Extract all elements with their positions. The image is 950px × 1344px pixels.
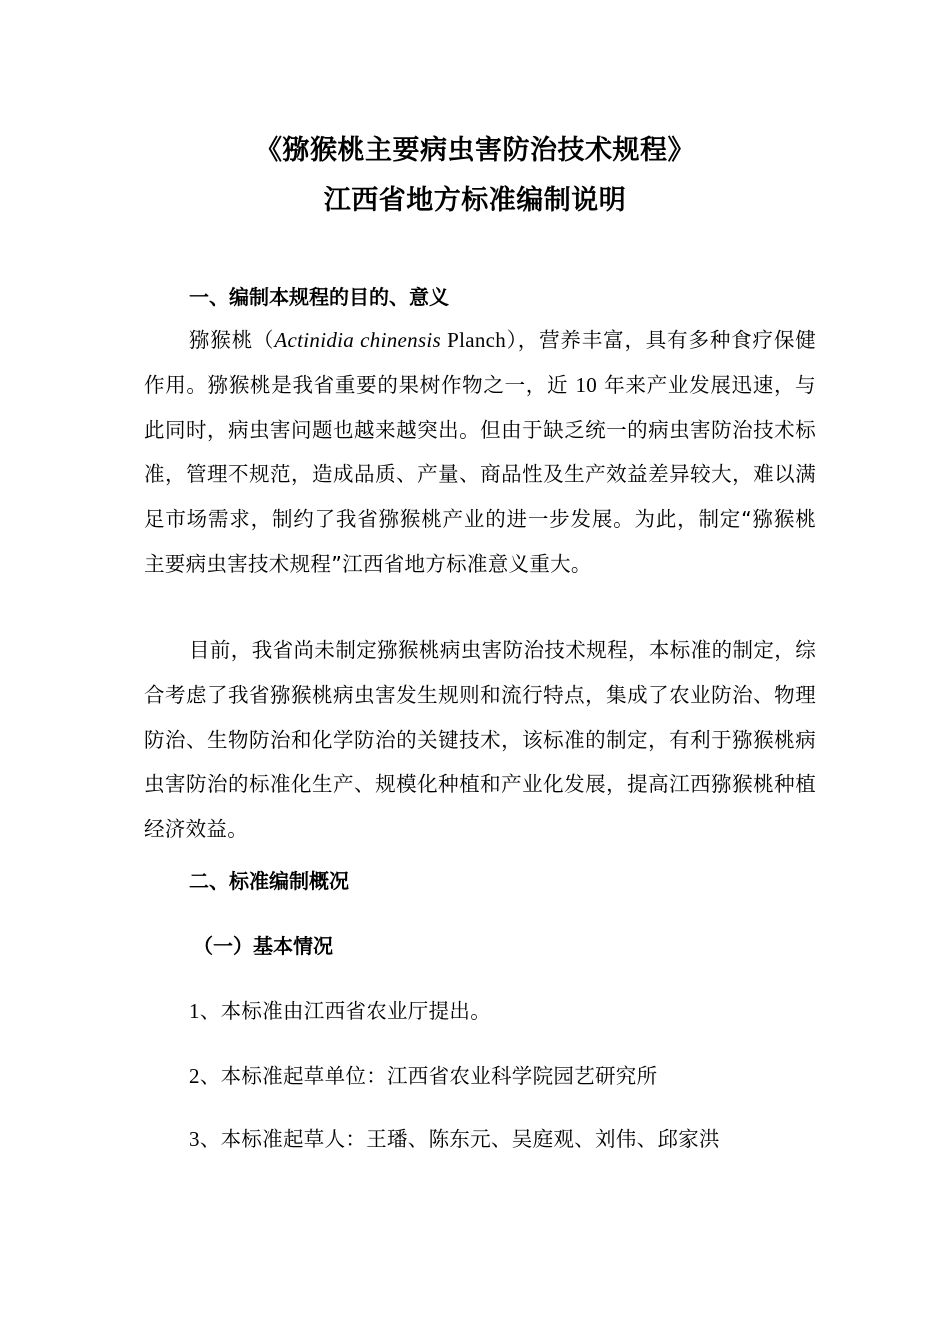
list-item-text: 、本标准由江西省农业厅提出。 — [199, 999, 492, 1023]
section-heading-overview: 二、标准编制概况 — [189, 869, 349, 893]
list-item-number: 2 — [189, 1064, 200, 1088]
document-title-line-2: 江西省地方标准编制说明 — [323, 185, 627, 216]
latin-author-name: Planch — [441, 328, 507, 352]
list-item — [189, 1124, 720, 1154]
subsection-heading-basic-info: （一）基本情况 — [193, 934, 333, 958]
list-item-number: 1 — [189, 999, 200, 1023]
section-heading-purpose: 一、编制本规程的目的、意义 — [189, 285, 449, 309]
paragraph-text: ），营养丰富，具有多种食疗保健作用。猕猴桃是我省重要的果树作物之一，近 — [144, 328, 817, 397]
list-item-text: 、本标准起草人：王璠、陈东元、吴庭观、刘伟、邱家洪 — [199, 1127, 720, 1151]
latin-species-name: Actinidia chinensis — [274, 328, 442, 352]
paragraph-purpose-1 — [144, 318, 816, 587]
paragraph-purpose-2: 目前，我省尚未制定猕猴桃病虫害防治技术规程，本标准的制定，综合考虑了我省猕猴桃病虫害发生规则和流行特点，集成了农业防治、物理防治、生物防治和化学防治的关键技术，该标准的制定，有利于猕猴桃病虫害防治的标准化生产、规模化种植和产业化发展，提高江西猕猴桃种植经济效益。 — [144, 638, 816, 842]
list-item — [189, 996, 491, 1026]
list-item-text: 、本标准起草单位：江西省农业科学院园艺研究所 — [199, 1064, 658, 1088]
list-item — [189, 1061, 657, 1091]
list-item-number: 3 — [189, 1127, 200, 1151]
paragraph-text: 年来产业发展迅速，与此同时，病虫害问题也越来越突出。但由于缺乏统一的病虫害防治技术标准，管理不规范，造成品质、产量、商品性及生产效益差异较大，难以满足市场需求，制约了我省猕猴桃产业的进一步发展。为此，制定“猕猴桃主要病虫害技术规程”江西省地方标准意义重大。 — [144, 372, 816, 576]
paragraph-text: 猕猴桃（ — [189, 328, 275, 352]
document-title-line-1: 《猕猴桃主要病虫害防治技术规程》 — [255, 135, 695, 166]
years-number: 10 — [575, 372, 598, 397]
